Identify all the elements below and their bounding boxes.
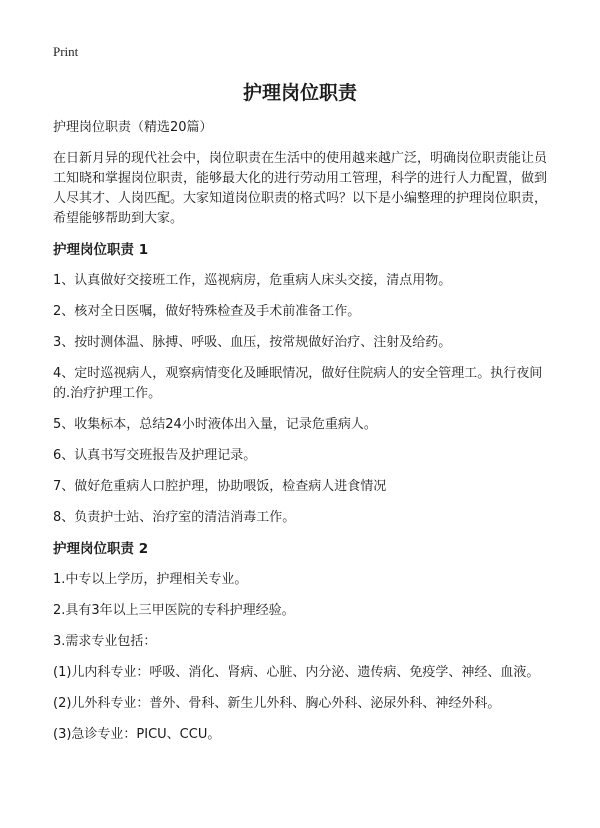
document-title: 护理岗位职责 [242, 82, 357, 104]
document-subtitle: 护理岗位职责（精选20篇） [53, 120, 213, 135]
list-item: 1.中专以上学历，护理相关专业。 [53, 572, 248, 587]
list-item: 6、认真书写交班报告及护理记录。 [53, 448, 257, 463]
list-item: 8、负责护士站、治疗室的清洁消毒工作。 [53, 510, 296, 525]
list-item: 3、按时测体温、脉搏、呼吸、血压，按常规做好治疗、注射及给药。 [53, 335, 452, 350]
list-item: 2.具有3年以上三甲医院的专科护理经验。 [53, 603, 295, 618]
print-link[interactable]: Print [53, 44, 79, 59]
list-item: 3.需求专业包括： [53, 634, 157, 649]
list-item: (1)儿内科专业：呼吸、消化、肾病、心脏、内分泌、遗传病、免疫学、神经、血液。 [53, 665, 540, 680]
list-item: (3)急诊专业：PICU、CCU。 [53, 727, 221, 742]
list-item: 5、收集标本，总结24小时液体出入量，记录危重病人。 [53, 417, 377, 432]
list-item: (2)儿外科专业：普外、骨科、新生儿外科、胸心外科、泌尿外科、神经外科。 [53, 696, 501, 711]
intro-paragraph: 在日新月异的现代社会中，岗位职责在生活中的使用越来越广泛，明确岗位职责能让员工知晓和掌握岗位职责，能够最大化的进行劳动用工管理，科学的进行人力配置，做到人尽其才、人岗匹配。大家知道岗位职责的格式吗？以下是小编整理的护理岗位职责，希望能够帮助到大家。 [53, 151, 548, 226]
list-item: 4、定时巡视病人，观察病情变化及睡眠情况，做好住院病人的安全管理工。执行夜间的.治疗护理工作。 [53, 366, 543, 401]
list-item: 2、核对全日医嘱，做好特殊检查及手术前准备工作。 [53, 304, 361, 319]
list-item: 1、认真做好交接班工作，巡视病房，危重病人床头交接，清点用物。 [53, 273, 452, 288]
document-body [53, 118, 553, 756]
list-item: 7、做好危重病人口腔护理，协助喂饭，检查病人进食情况 [53, 479, 387, 494]
section-heading-1: 护理岗位职责 1 [53, 242, 149, 258]
section-heading-2: 护理岗位职责 2 [53, 541, 149, 557]
